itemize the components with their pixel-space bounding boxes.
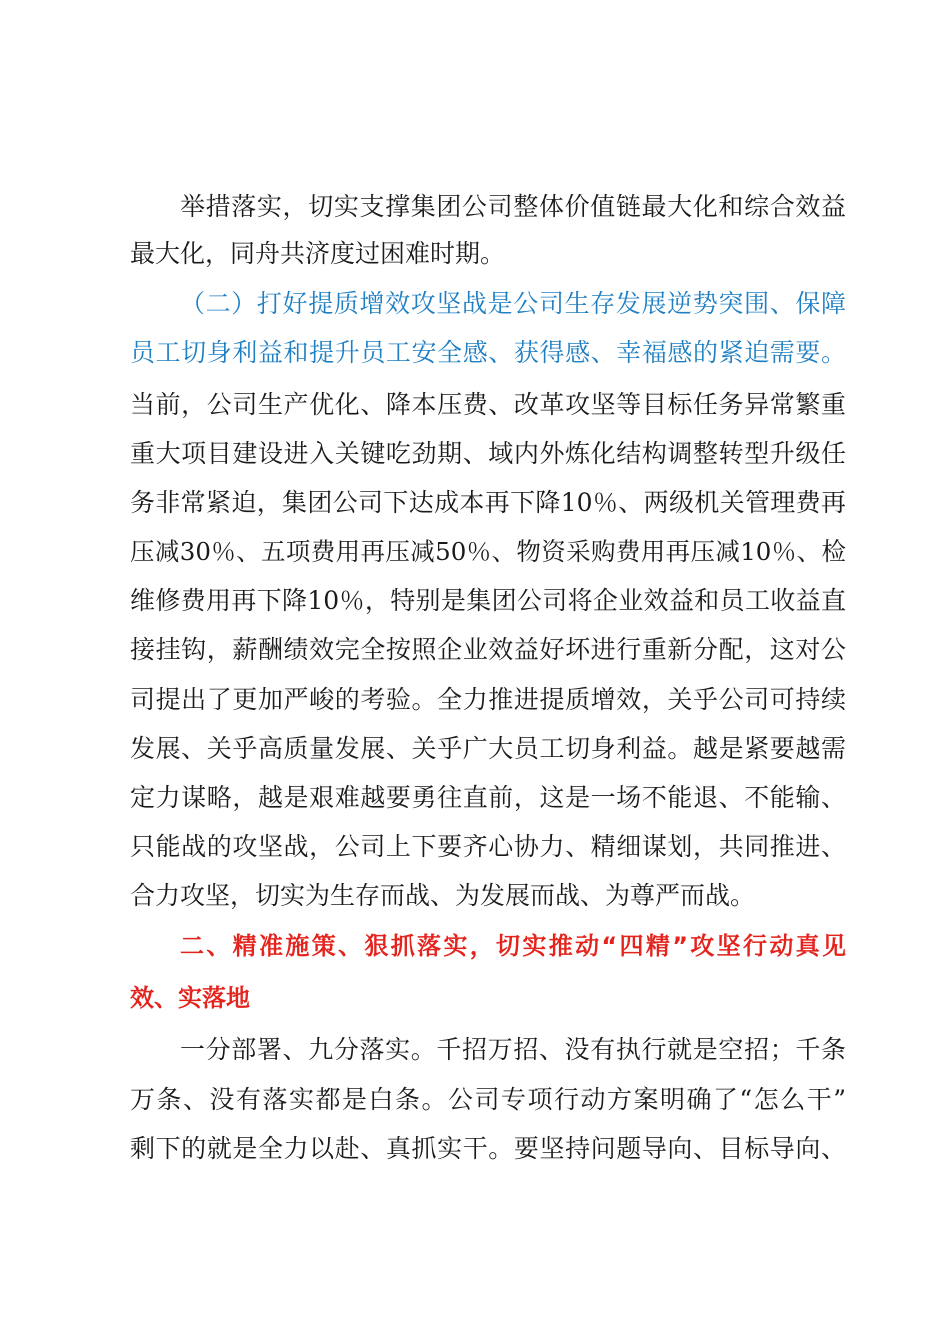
section-heading-line-1: 二、精准施策、狠抓落实，切实推动“四精”攻坚行动真见 bbox=[180, 932, 846, 960]
paragraph-1-line-1: 举措落实，切实支撑集团公司整体价值链最大化和综合效益 bbox=[180, 192, 846, 221]
paragraph-2-line-6: 接挂钩，薪酬绩效完全按照企业效益好坏进行重新分配，这对公 bbox=[130, 635, 846, 664]
paragraph-3-line-2: 万条、没有落实都是白条。公司专项行动方案明确了“怎么干” bbox=[130, 1085, 846, 1114]
paragraph-3-line-1: 一分部署、九分落实。千招万招、没有执行就是空招；千条 bbox=[180, 1035, 846, 1064]
paragraph-2-line-10: 只能战的攻坚战，公司上下要齐心协力、精细谋划，共同推进、 bbox=[130, 832, 846, 861]
section-heading-line-2: 效、实落地 bbox=[130, 984, 250, 1012]
paragraph-1-line-2: 最大化，同舟共济度过困难时期。 bbox=[130, 239, 506, 268]
paragraph-2-line-1: 当前，公司生产优化、降本压费、改革攻坚等目标任务异常繁重 bbox=[130, 390, 846, 419]
paragraph-3-line-3: 剩下的就是全力以赴、真抓实干。要坚持问题导向、目标导向、 bbox=[130, 1134, 846, 1163]
subheading-2-line-1: （二）打好提质增效攻坚战是公司生存发展逆势突围、保障 bbox=[180, 289, 846, 318]
paragraph-2-line-4: 压减30％、五项费用再压减50％、物资采购费用再压减10％、检 bbox=[130, 537, 846, 566]
paragraph-2-line-9: 定力谋略，越是艰难越要勇往直前，这是一场不能退、不能输、 bbox=[130, 783, 846, 812]
paragraph-2-line-5: 维修费用再下降10％，特别是集团公司将企业效益和员工收益直 bbox=[130, 586, 846, 615]
paragraph-2-line-7: 司提出了更加严峻的考验。全力推进提质增效，关乎公司可持续 bbox=[130, 685, 846, 714]
paragraph-2-line-2: 重大项目建设进入关键吃劲期、域内外炼化结构调整转型升级任 bbox=[130, 439, 846, 468]
paragraph-2-line-3: 务非常紧迫，集团公司下达成本再下降10％、两级机关管理费再 bbox=[130, 488, 846, 517]
paragraph-2-line-8: 发展、关乎高质量发展、关乎广大员工切身利益。越是紧要越需 bbox=[130, 734, 846, 763]
paragraph-2-line-11: 合力攻坚，切实为生存而战、为发展而战、为尊严而战。 bbox=[130, 881, 756, 910]
subheading-2-line-2: 员工切身利益和提升员工安全感、获得感、幸福感的紧迫需要。 bbox=[130, 338, 846, 367]
